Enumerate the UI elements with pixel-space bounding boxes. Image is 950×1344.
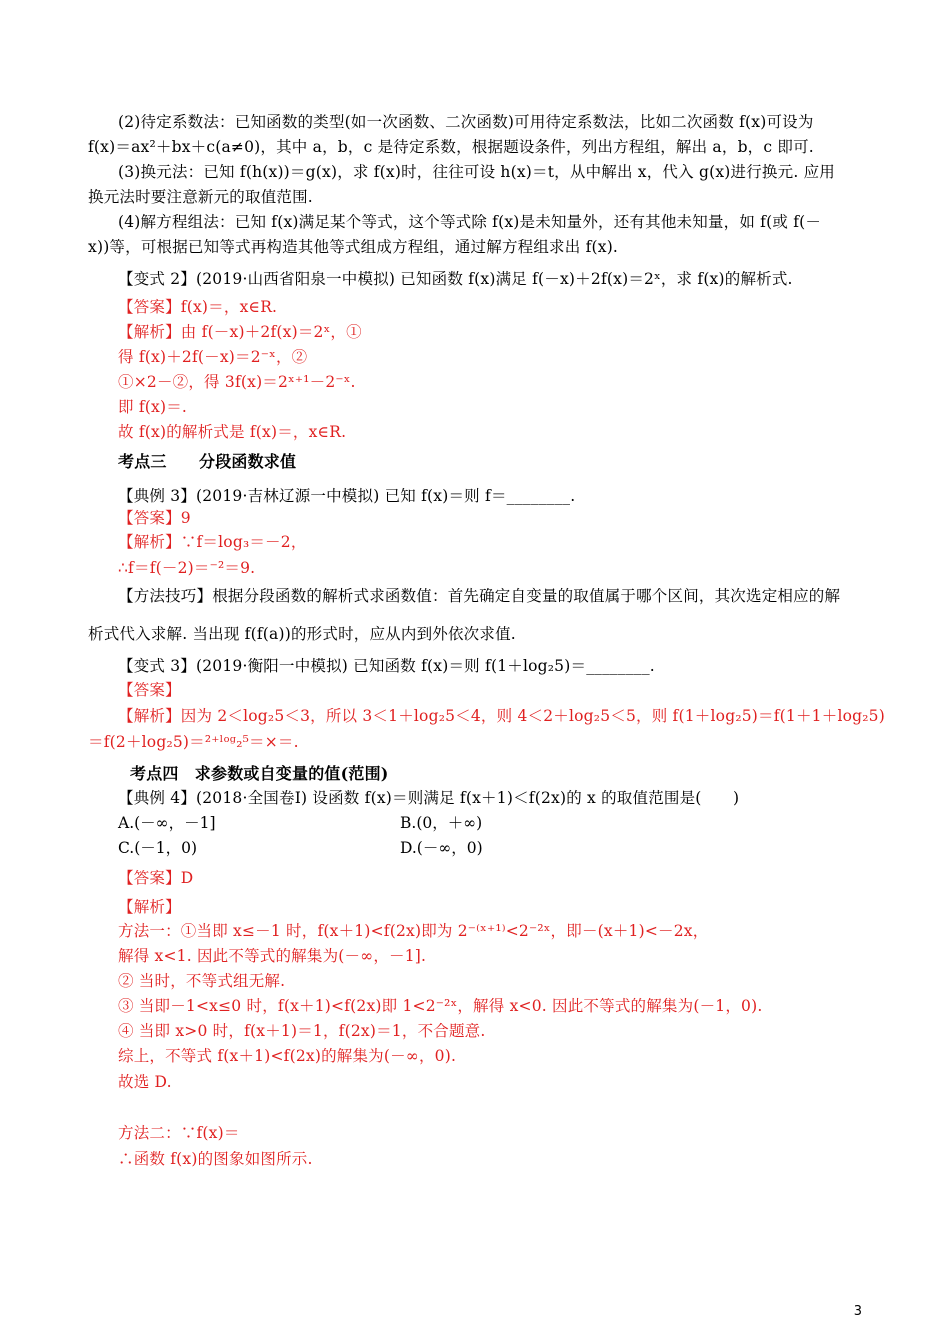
solution-line: 【解析】由 f(－x)＋2f(x)＝2ˣ，①	[118, 323, 362, 341]
solution-line: 【解析】	[118, 898, 181, 916]
example-4-question: 【典例 4】(2018·全国卷Ⅰ) 设函数 f(x)＝则满足 f(x＋1)＜f(2x)的 x 的取值范围是( )	[118, 789, 740, 807]
solution-line: 【解析】∵f＝log₃＝－2，	[118, 533, 307, 551]
example-3-question: 【典例 3】(2019·吉林辽源一中模拟) 已知 f(x)＝则 f＝________.	[118, 487, 576, 505]
solution-line: ∴函数 f(x)的图象如图所示.	[118, 1150, 313, 1168]
solution-line: ③ 当即－1<x≤0 时，f(x＋1)<f(2x)即 1<2⁻²ˣ，解得 x<0. 因此不等式的解集为(－1，0).	[118, 997, 763, 1015]
text-line: 换元法时要注意新元的取值范围.	[88, 188, 313, 206]
variant-3-question: 【变式 3】(2019·衡阳一中模拟) 已知函数 f(x)＝则 f(1＋log₂5)＝________.	[118, 657, 655, 675]
solution-line: ④ 当即 x>0 时，f(x＋1)＝1，f(2x)＝1，不合题意.	[118, 1022, 486, 1040]
page-number: 3	[853, 1304, 862, 1319]
answer-line: 【答案】D	[118, 869, 194, 887]
text-line: x))等，可根据已知等式再构造其他等式组成方程组，通过解方程组求出 f(x).	[88, 238, 619, 256]
solution-line: ①×2－②，得 3f(x)＝2ˣ⁺¹－2⁻ˣ.	[118, 373, 356, 391]
solution-line: 得 f(x)＋2f(－x)＝2⁻ˣ，②	[118, 348, 308, 366]
solution-line: 方法一：①当即 x≤－1 时，f(x＋1)<f(2x)即为 2⁻⁽ˣ⁺¹⁾<2⁻²ˣ，即－(x＋1)<－2x，	[118, 922, 709, 940]
solution-line: ② 当时，不等式组无解.	[118, 972, 286, 990]
text-line: (4)解方程组法：已知 f(x)满足某个等式，这个等式除 f(x)是未知量外，还有其他未知量，如 f(或 f(－	[118, 213, 822, 231]
option-d: D.(－∞，0)	[400, 839, 483, 857]
solution-line: 【解析】因为 2＜log₂5＜3，所以 3＜1＋log₂5＜4，则 4＜2＋log₂5＜5，则 f(1＋log₂5)＝f(1＋1＋log₂5)	[118, 707, 885, 725]
section-heading: 考点四 求参数或自变量的值(范围)	[130, 764, 389, 783]
solution-line: 即 f(x)＝.	[118, 398, 188, 416]
method-tip: 【方法技巧】根据分段函数的解析式求函数值：首先确定自变量的取值属于哪个区间，其次选定相应的解	[118, 587, 841, 605]
solution-line: 故选 D.	[118, 1073, 172, 1091]
answer-line: 【答案】9	[118, 509, 191, 527]
solution-line: 方法二：∵f(x)＝	[118, 1124, 240, 1142]
option-a: A.(－∞，－1]	[118, 814, 216, 832]
solution-line: ∴f＝f(－2)＝⁻²＝9.	[118, 559, 256, 577]
text-line: f(x)＝ax²＋bx＋c(a≠0)，其中 a，b，c 是待定系数，根据题设条件，列出方程组，解出 a，b，c 即可.	[88, 138, 814, 156]
solution-line: ＝f(2＋log₂5)＝²⁺ˡᵒᵍ₂⁵＝×＝.	[88, 733, 299, 751]
answer-line: 【答案】	[118, 681, 181, 699]
option-c: C.(－1，0)	[118, 839, 198, 857]
solution-line: 综上，不等式 f(x＋1)<f(2x)的解集为(－∞，0).	[118, 1047, 457, 1065]
section-heading: 考点三 分段函数求值	[118, 452, 297, 471]
method-tip: 析式代入求解. 当出现 f(f(a))的形式时，应从内到外依次求值.	[88, 625, 516, 643]
text-line: (2)待定系数法：已知函数的类型(如一次函数、二次函数)可用待定系数法，比如二次函数 f(x)可设为	[118, 113, 814, 131]
solution-line: 解得 x<1. 因此不等式的解集为(－∞，－1].	[118, 947, 427, 965]
text-line: (3)换元法：已知 f(h(x))＝g(x)，求 f(x)时，往往可设 h(x)＝t，从中解出 x，代入 g(x)进行换元. 应用	[118, 163, 835, 181]
variant-2-question: 【变式 2】(2019·山西省阳泉一中模拟) 已知函数 f(x)满足 f(－x)＋2f(x)＝2ˣ，求 f(x)的解析式.	[118, 270, 793, 288]
solution-line: 故 f(x)的解析式是 f(x)＝，x∈R.	[118, 423, 347, 441]
option-b: B.(0，＋∞)	[400, 814, 483, 832]
answer-line: 【答案】f(x)＝，x∈R.	[118, 298, 278, 316]
